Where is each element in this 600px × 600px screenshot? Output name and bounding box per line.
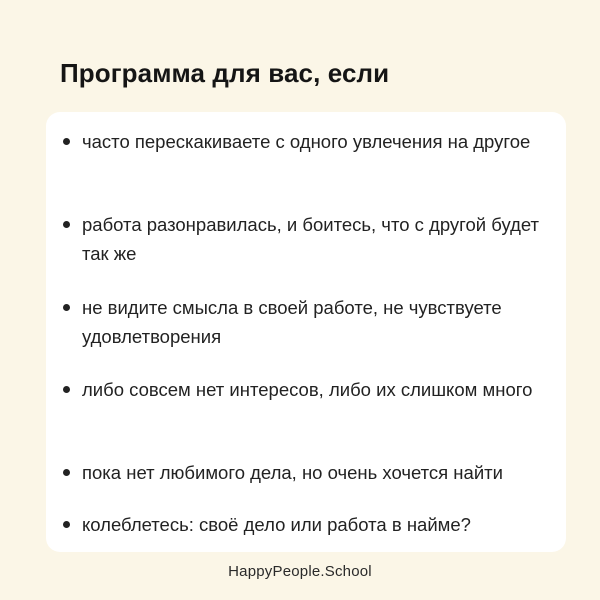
bullet-icon bbox=[63, 138, 70, 145]
list-item-text: не видите смысла в своей работе, не чувствуете удовлетворения bbox=[82, 297, 502, 347]
bullet-icon bbox=[63, 304, 70, 311]
bullet-icon bbox=[63, 221, 70, 228]
list-item-text: колеблетесь: своё дело или работа в найме? bbox=[82, 514, 471, 535]
bullet-icon bbox=[63, 386, 70, 393]
list-item bbox=[62, 510, 548, 539]
bullet-icon bbox=[63, 521, 70, 528]
list-item bbox=[62, 375, 548, 404]
list-item-text: работа разонравилась, и боитесь, что с другой будет так же bbox=[82, 214, 540, 264]
page-title: Программа для вас, если bbox=[60, 58, 390, 88]
brand-footer: HappyPeople.School bbox=[228, 563, 372, 580]
list-item bbox=[62, 458, 548, 487]
list-item bbox=[62, 127, 548, 156]
list-item-text: пока нет любимого дела, но очень хочется найти bbox=[82, 462, 503, 483]
bullet-icon bbox=[63, 469, 70, 476]
list-item-text: часто перескакиваете с одного увлечения на другое bbox=[82, 131, 531, 152]
list-item bbox=[62, 293, 548, 351]
list-item bbox=[62, 210, 548, 268]
list-item-text: либо совсем нет интересов, либо их слишком много bbox=[82, 379, 533, 400]
criteria-list bbox=[46, 112, 566, 552]
criteria-card bbox=[46, 112, 566, 552]
